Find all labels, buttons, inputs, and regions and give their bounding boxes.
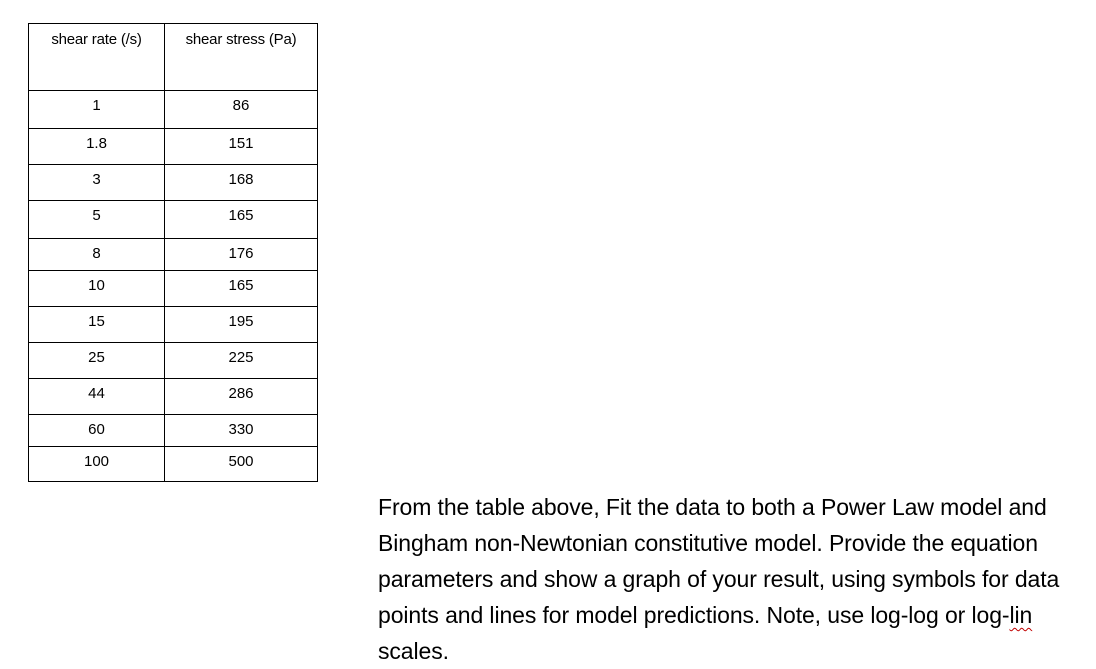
shear-stress-cell: 86 bbox=[165, 91, 318, 129]
shear-rate-cell: 8 bbox=[29, 239, 165, 271]
shear-rate-cell: 60 bbox=[29, 415, 165, 447]
table-row bbox=[29, 271, 318, 307]
table-header-row bbox=[29, 24, 318, 91]
table-row bbox=[29, 415, 318, 447]
shear-rate-cell: 15 bbox=[29, 307, 165, 343]
shear-stress-cell: 500 bbox=[165, 447, 318, 482]
table-row bbox=[29, 447, 318, 482]
shear-stress-cell: 286 bbox=[165, 379, 318, 415]
shear-stress-cell: 165 bbox=[165, 201, 318, 239]
shear-rate-cell: 100 bbox=[29, 447, 165, 482]
question-paragraph bbox=[378, 489, 1090, 669]
question-text: From the table above, Fit the data to both a Power Law model and Bingham non-Newtonian constitutive model. Provide the equation parameters and show a graph of your result, using symbols for data points and lines for model predictions. Note, use log-log or log- bbox=[378, 494, 1060, 628]
table-row bbox=[29, 239, 318, 271]
table-row bbox=[29, 201, 318, 239]
shear-rate-cell: 1.8 bbox=[29, 129, 165, 165]
shear-stress-cell: 165 bbox=[165, 271, 318, 307]
table-row bbox=[29, 91, 318, 129]
shear-rate-cell: 10 bbox=[29, 271, 165, 307]
shear-rate-cell: 1 bbox=[29, 91, 165, 129]
shear-stress-cell: 176 bbox=[165, 239, 318, 271]
shear-data-table bbox=[28, 23, 318, 482]
shear-rate-cell: 44 bbox=[29, 379, 165, 415]
header-shear-stress: shear stress (Pa) bbox=[165, 24, 318, 91]
shear-stress-cell: 151 bbox=[165, 129, 318, 165]
shear-stress-cell: 168 bbox=[165, 165, 318, 201]
spellcheck-flagged-word[interactable]: lin bbox=[1009, 602, 1033, 628]
header-shear-rate: shear rate (/s) bbox=[29, 24, 165, 91]
shear-rate-cell: 5 bbox=[29, 201, 165, 239]
table-row bbox=[29, 165, 318, 201]
shear-stress-cell: 195 bbox=[165, 307, 318, 343]
shear-rate-cell: 3 bbox=[29, 165, 165, 201]
table-row bbox=[29, 379, 318, 415]
shear-stress-cell: 225 bbox=[165, 343, 318, 379]
shear-rate-cell: 25 bbox=[29, 343, 165, 379]
table-row bbox=[29, 129, 318, 165]
table-row bbox=[29, 343, 318, 379]
table-row bbox=[29, 307, 318, 343]
question-text-end: scales. bbox=[378, 638, 449, 664]
shear-stress-cell: 330 bbox=[165, 415, 318, 447]
